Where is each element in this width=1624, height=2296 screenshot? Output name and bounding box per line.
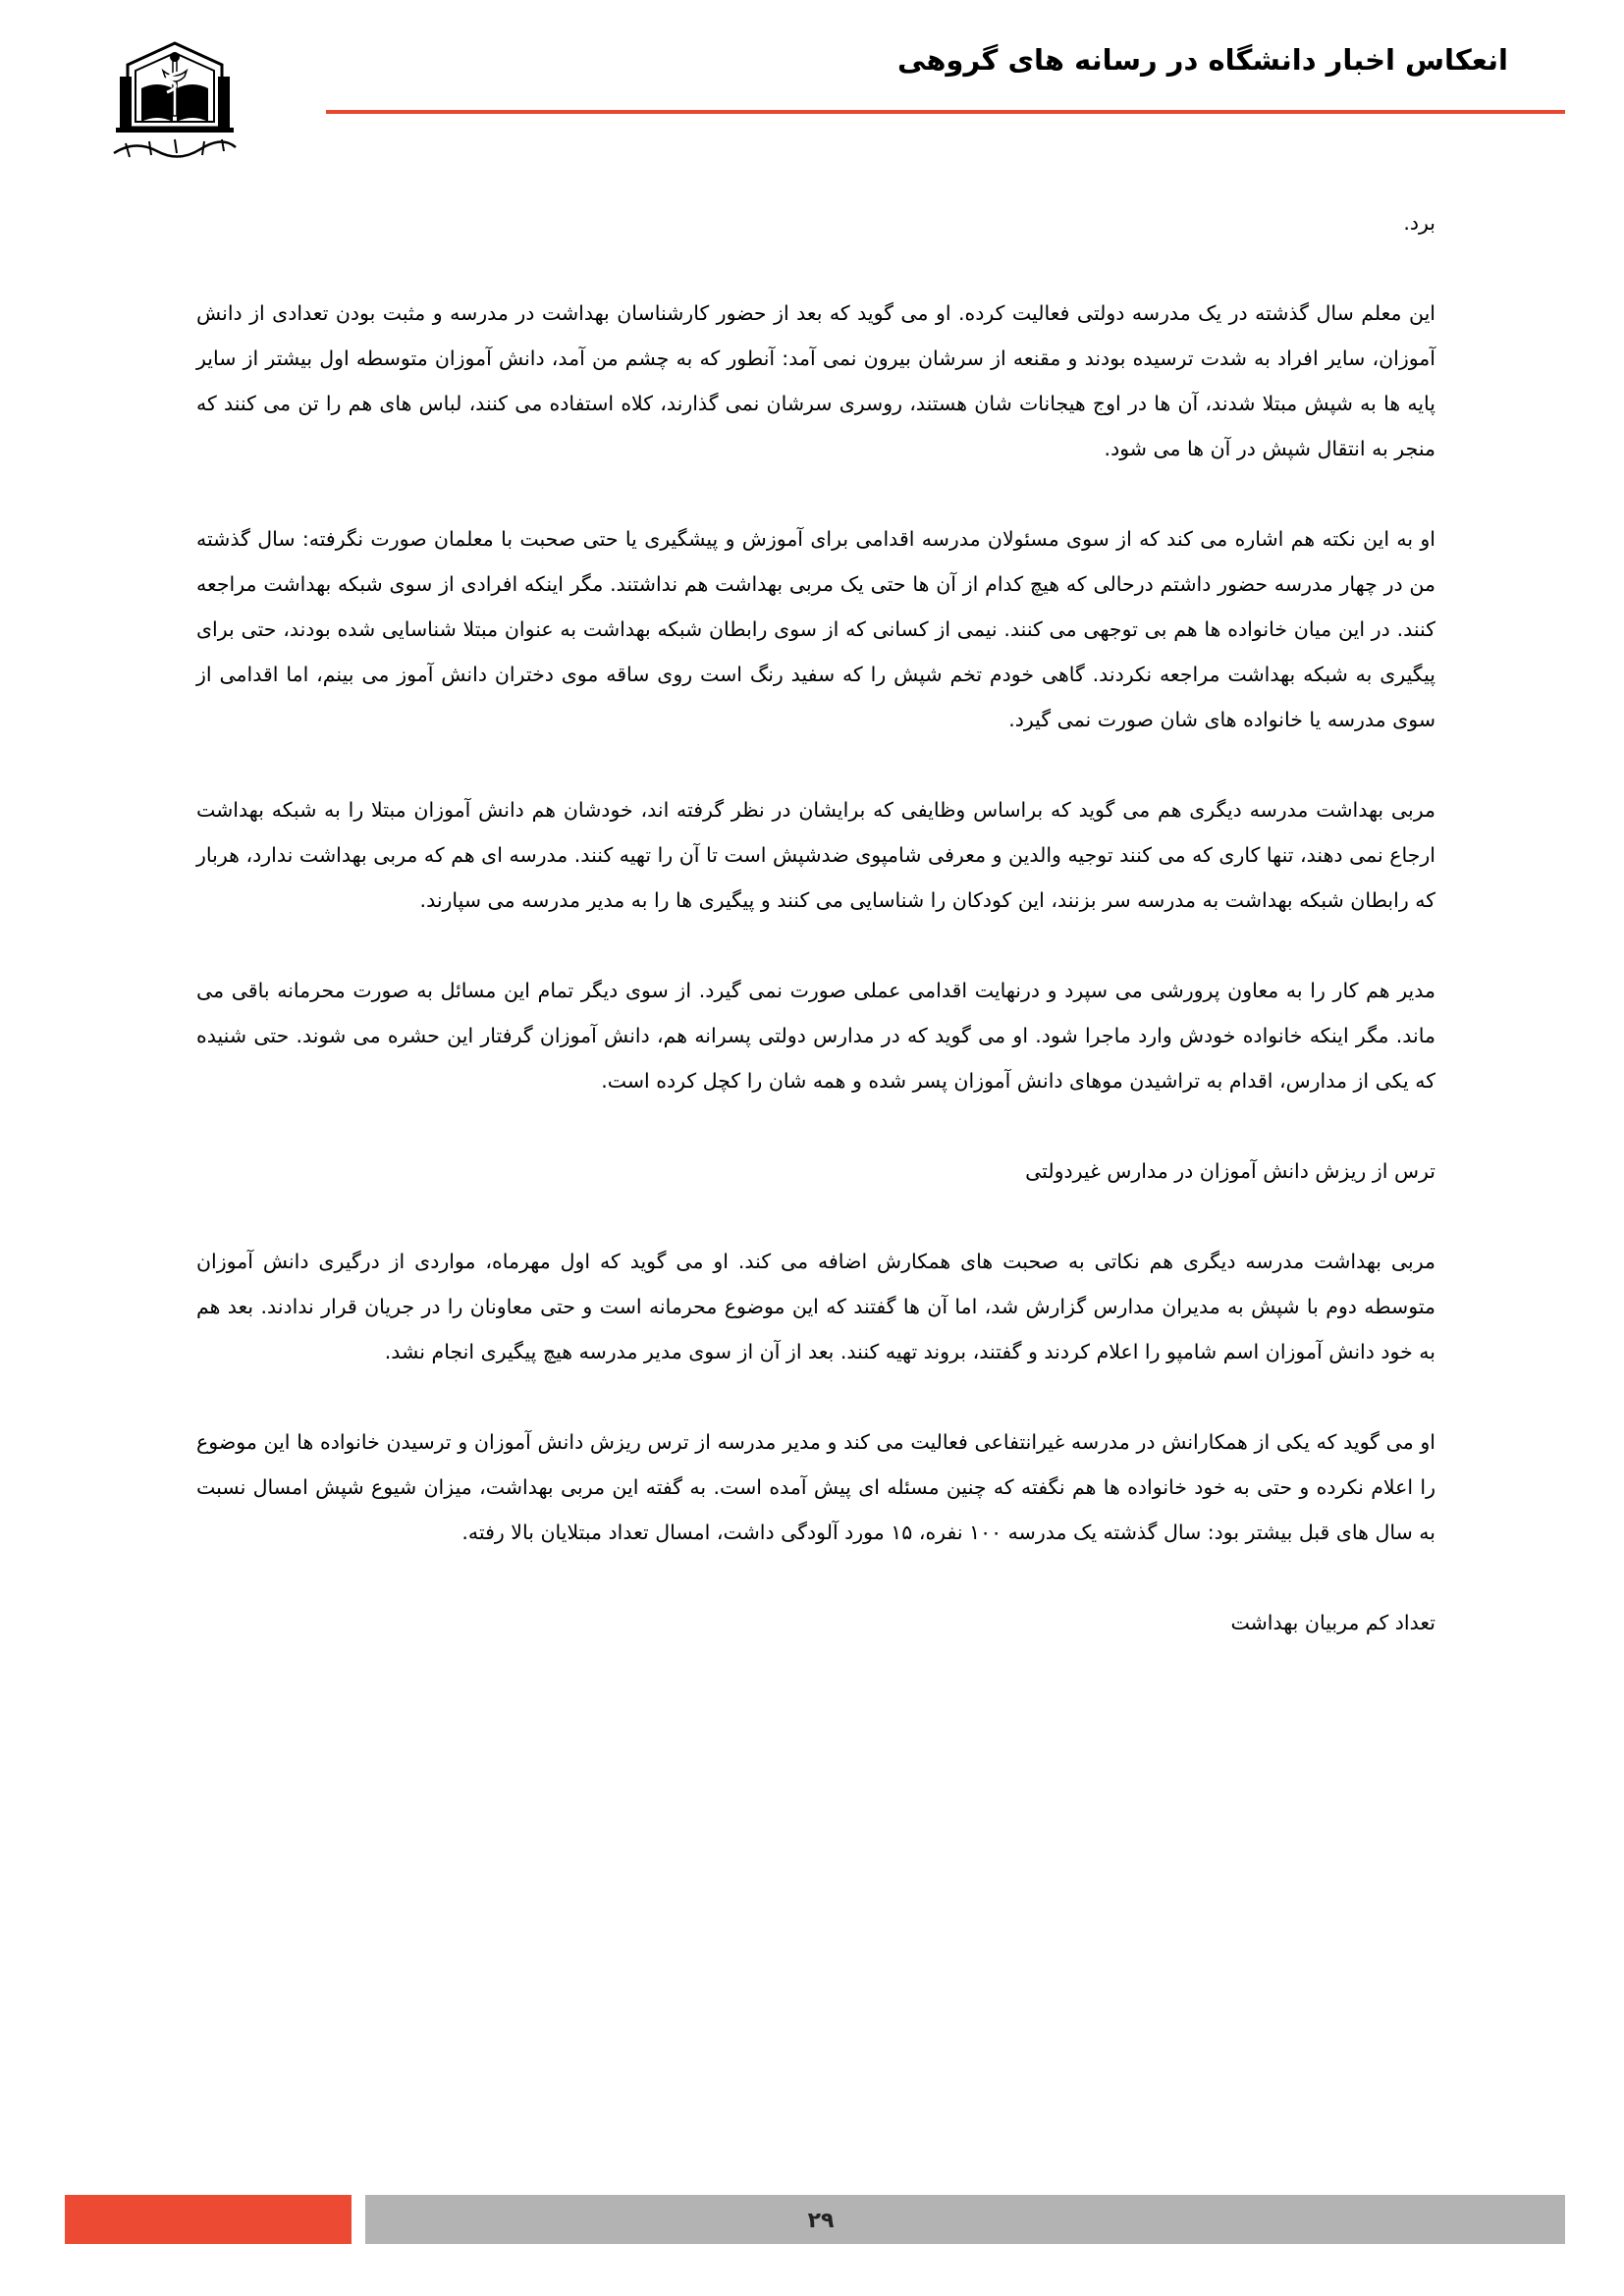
page-footer <box>0 2195 1624 2254</box>
section-heading: تعداد کم مربیان بهداشت <box>1230 1611 1435 1634</box>
paragraph: مربی بهداشت مدرسه دیگری هم نکاتی به صحبت های همکارش اضافه می کند. او می گوید که اول مهرماه، مواردی از درگیری دانش آموزان متوسطه دوم با شپش به مدیران مدارس گزارش شد، اما آن ها گفتند که این موضوع محرمانه است و حتی معاونان را در جریان قرار ندادند. بعد هم به خود دانش آموزان اسم شامپو را اعلام کردند و گفتند، بروند تهیه کنند. بعد از آن از سوی مدیر مدرسه هیچ پیگیری انجام نشد. <box>196 1250 1435 1363</box>
footer-gray-bar <box>365 2195 1565 2244</box>
page-number: ۲۹ <box>807 2209 835 2233</box>
paragraph: مدیر هم کار را به معاون پرورشی می سپرد و درنهایت اقدامی عملی صورت نمی گیرد. از سوی دیگر تمام این مسائل به صورت محرمانه باقی می ماند. مگر اینکه خانواده خودش وارد ماجرا شود. او می گوید که در مدارس دولتی پسرانه هم، دانش آموزان گرفتار این حشره می شوند. حتی شنیده که یکی از مدارس، اقدام به تراشیدن موهای دانش آموزان پسر شده و همه شان را کچل کرده است. <box>196 979 1435 1093</box>
section-heading: ترس از ریزش دانش آموزان در مدارس غیردولتی <box>1025 1159 1435 1183</box>
university-logo-icon <box>106 37 244 165</box>
paragraph: این معلم سال گذشته در یک مدرسه دولتی فعالیت کرده. او می گوید که بعد از حضور کارشناسان بهداشت در مدرسه و مثبت بودن تعدادی از دانش آموزان، سایر افراد به شدت ترسیده بودند و مقنعه از سرشان بیرون نمی آمد: آنطور که به چشم من آمد، دانش آموزان متوسطه اول بیشتر از سایر پایه ها به شپش مبتلا شدند، آن ها در اوج هیجانات شان هستند، روسری سرشان نمی گذارند، کلاه استفاده می کنند، لباس های هم را تن می کنند که منجر به انتقال شپش در آن ها می شود. <box>196 301 1435 460</box>
page-title: انعکاس اخبار دانشگاه در رسانه های گروهی <box>896 43 1508 77</box>
paragraph: او می گوید که یکی از همکارانش در مدرسه غیرانتفاعی فعالیت می کند و مدیر مدرسه از ترس ریزش دانش آموزان و ترسیدن خانواده ها این موضوع را اعلام نکرده و حتی به خود خانواده ها هم نگفته که چنین مسئله ای پیش آمده است. به گفته این مربی بهداشت، میزان شیوع شپش امسال نسبت به سال های قبل بیشتر بود: سال گذشته یک مدرسه ۱۰۰ نفره، ۱۵ مورد آلودگی داشت، امسال تعداد مبتلایان بالا رفته. <box>196 1430 1435 1544</box>
paragraph: او به این نکته هم اشاره می کند که از سوی مسئولان مدرسه اقدامی برای آموزش و پیشگیری یا حتی صحبت با معلمان صورت نگرفته: سال گذشته من در چهار مدرسه حضور داشتم درحالی که هیچ کدام از آن ها حتی یک مربی بهداشت هم نداشتند. مگر اینکه افرادی از سوی شبکه بهداشت مراجعه کنند. در این میان خانواده ها هم بی توجهی می کنند. نیمی از کسانی که از سوی رابطان شبکه بهداشت به عنوان مبتلا شناسایی شده بودند، حتی برای پیگیری به شبکه بهداشت مراجعه نکردند. گاهی خودم تخم شپش را که سفید رنگ است روی ساقه موی دختران دانش آموز می بینم، اما اقدامی از سوی مدرسه یا خانواده های شان صورت نمی گیرد. <box>196 527 1435 731</box>
footer-accent-bar <box>65 2195 352 2244</box>
header-divider <box>326 110 1565 114</box>
paragraph: مربی بهداشت مدرسه دیگری هم می گوید که براساس وظایفی که برایشان در نظر گرفته اند، خودشان هم دانش آموزان مبتلا را به شبکه بهداشت ارجاع نمی دهند، تنها کاری که می کنند توجیه والدین و معرفی شامپوی ضدشپش است تا آن را تهیه کنند. مدرسه ای هم که مربی بهداشت ندارد، هربار که رابطان شبکه بهداشت به مدرسه سر بزنند، این کودکان را شناسایی می کنند و پیگیری ها را به مدیر مدرسه می سپارند. <box>196 798 1435 912</box>
article-body <box>196 200 1435 1690</box>
page-header <box>0 0 1624 167</box>
paragraph: برد. <box>1403 211 1435 235</box>
